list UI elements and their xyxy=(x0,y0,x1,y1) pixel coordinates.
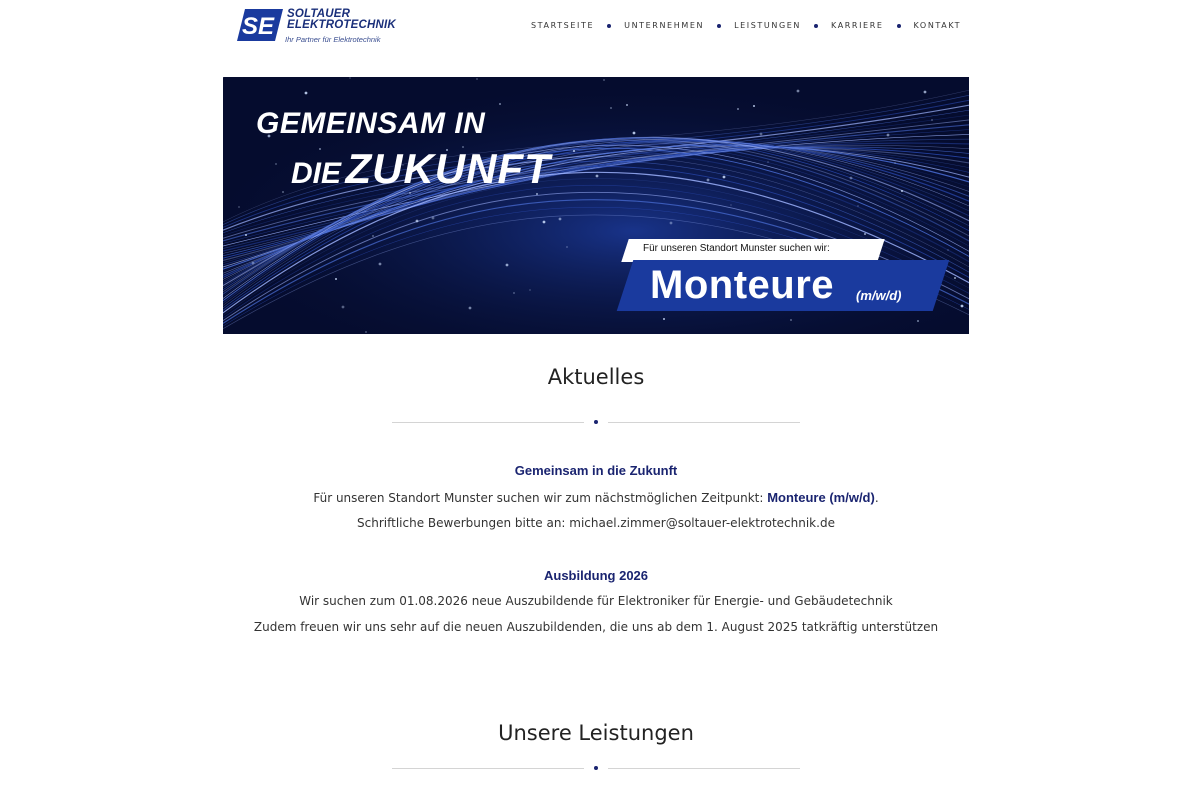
light-particle xyxy=(245,234,247,236)
light-particle xyxy=(857,205,858,206)
news-text-zukunft-line1 xyxy=(0,490,1192,505)
light-particle xyxy=(513,292,514,293)
light-particle xyxy=(737,108,739,110)
light-particle xyxy=(573,150,575,152)
light-particle xyxy=(760,133,763,136)
light-particle xyxy=(626,104,628,106)
banner-headline-line1: GEMEINSAM IN xyxy=(256,107,486,140)
light-particle xyxy=(416,220,419,223)
divider-line-right xyxy=(608,422,800,423)
news-text-ausbildung-line1: Wir suchen zum 01.08.2026 neue Auszubildende für Elektroniker für Energie- und Gebäudetechnik xyxy=(299,594,893,608)
leistungen-divider xyxy=(392,764,800,774)
light-particle xyxy=(506,264,509,267)
nav-unternehmen[interactable]: UNTERNEHMEN xyxy=(624,21,705,30)
divider-dot xyxy=(594,420,598,424)
news-text-zukunft-line2: Schriftliche Bewerbungen bitte an: michael.zimmer@soltauer-elektrotechnik.de xyxy=(357,516,835,530)
svg-text:SE: SE xyxy=(241,13,275,40)
light-particle xyxy=(633,132,636,135)
site-logo[interactable] xyxy=(237,9,407,45)
light-particle xyxy=(365,331,366,332)
light-particle xyxy=(730,204,731,205)
light-particle xyxy=(931,119,932,120)
light-particle xyxy=(238,206,239,207)
light-particle xyxy=(767,161,768,162)
site-header xyxy=(0,0,1200,60)
role-suffix: (m/w/d) xyxy=(856,288,902,303)
main-nav xyxy=(531,21,961,30)
light-particle xyxy=(610,107,612,109)
banner-headline-die: DIE xyxy=(291,157,342,190)
standort-label: Für unseren Standort Munster suchen wir: xyxy=(643,243,830,254)
light-particle xyxy=(961,305,964,308)
light-particle xyxy=(559,218,562,221)
nav-karriere[interactable]: KARRIERE xyxy=(830,21,884,30)
light-particle xyxy=(901,190,903,192)
divider-line-left xyxy=(392,768,584,769)
light-particle xyxy=(543,221,546,224)
light-particle xyxy=(864,233,866,235)
light-particle xyxy=(707,179,710,182)
light-particle xyxy=(379,263,382,266)
light-particle xyxy=(536,193,538,195)
news-text-prefix: Für unseren Standort Munster suchen wir zum nächstmöglichen Zeitpunkt: xyxy=(313,491,764,505)
light-particle xyxy=(372,235,374,237)
light-particle xyxy=(797,90,800,93)
light-particle xyxy=(305,92,308,95)
light-particle xyxy=(529,289,530,290)
light-particle xyxy=(282,191,284,193)
role-title: Monteure xyxy=(650,263,834,307)
light-particle xyxy=(603,79,604,80)
light-particle xyxy=(924,91,927,94)
nav-separator-dot xyxy=(814,24,818,28)
leistungen-title: Unsere Leistungen xyxy=(498,721,694,745)
light-particle xyxy=(917,320,919,322)
light-particle xyxy=(342,306,345,309)
nav-separator-dot xyxy=(717,24,721,28)
light-particle xyxy=(432,217,435,220)
hero-banner[interactable] xyxy=(223,77,969,334)
aktuelles-divider xyxy=(392,418,800,428)
logo-tagline: Ihr Partner für Elektrotechnik xyxy=(285,35,381,44)
light-particle xyxy=(469,307,472,310)
se-logo-icon xyxy=(237,9,283,41)
banner-headline-line2 xyxy=(291,145,551,193)
light-particle xyxy=(894,162,895,163)
news-heading-ausbildung: Ausbildung 2026 xyxy=(543,568,649,583)
divider-line-right xyxy=(608,768,800,769)
light-particle xyxy=(663,318,665,320)
logo-name-line1: SOLTAUER xyxy=(287,8,351,20)
light-particle xyxy=(349,77,350,78)
light-particle xyxy=(275,163,276,164)
nav-separator-dot xyxy=(897,24,901,28)
news-text-ausbildung-line2: Zudem freuen wir uns sehr auf die neuen Auszubildenden, die uns ab dem 1. August 2025 tatkräftig unterstützen xyxy=(253,620,939,634)
light-particle xyxy=(476,78,477,79)
nav-separator-dot xyxy=(607,24,611,28)
light-particle xyxy=(887,134,890,137)
divider-line-left xyxy=(392,422,584,423)
news-heading-zukunft: Gemeinsam in die Zukunft xyxy=(514,463,678,478)
aktuelles-title: Aktuelles xyxy=(547,365,645,389)
nav-kontakt[interactable]: KONTAKT xyxy=(913,21,962,30)
light-particle xyxy=(753,105,755,107)
light-particle xyxy=(790,319,792,321)
nav-leistungen[interactable]: LEISTUNGEN xyxy=(734,21,801,30)
news-text-suffix: . xyxy=(874,491,879,505)
light-particle xyxy=(252,262,255,265)
nav-startseite[interactable]: STARTSEITE xyxy=(531,21,595,30)
light-particle xyxy=(335,278,337,280)
logo-name xyxy=(287,9,396,31)
light-particle xyxy=(723,176,726,179)
light-particle xyxy=(566,246,567,247)
light-particle xyxy=(850,177,853,180)
light-particle xyxy=(670,222,673,225)
banner-headline-zukunft: ZUKUNFT xyxy=(345,145,551,192)
light-particle xyxy=(596,175,599,178)
light-particle xyxy=(954,277,956,279)
news-text-highlight: Monteure (m/w/d) xyxy=(767,490,875,505)
logo-name-line2: ELEKTROTECHNIK xyxy=(287,19,396,31)
divider-dot xyxy=(594,766,598,770)
light-particle xyxy=(947,249,948,250)
light-particle xyxy=(499,103,501,105)
